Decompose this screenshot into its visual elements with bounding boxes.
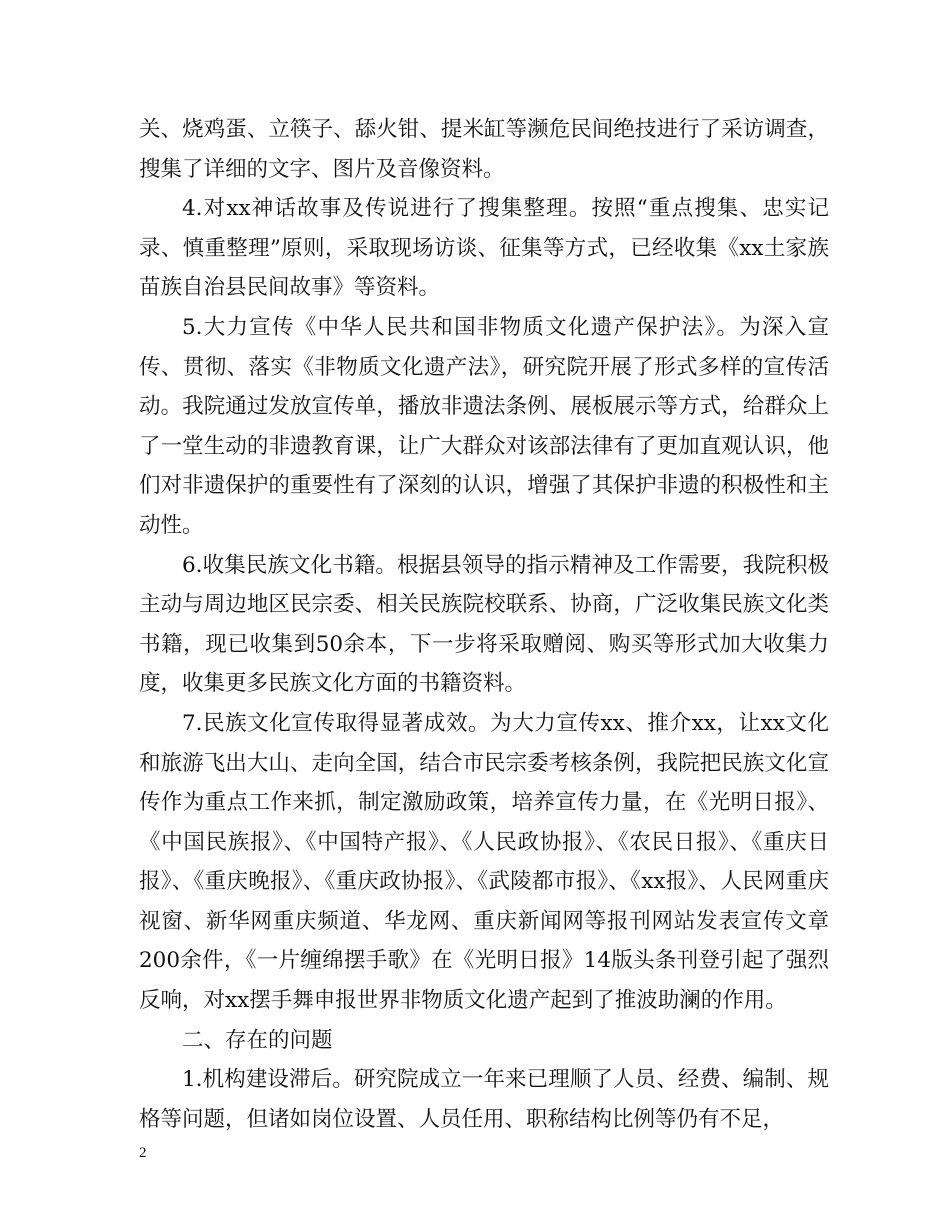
section-heading-problems: 二、存在的问题	[182, 1027, 333, 1053]
paragraph-problem-1: 1.机构建设滞后。研究院成立一年来已理顺了人员、经费、编制、规格等问题，但诸如岗位设置、人员任用、职称结构比例等仍有不足，	[139, 1067, 829, 1132]
body-text	[139, 110, 829, 1139]
paragraph-item-4: 4.对xx神话故事及传说进行了搜集整理。按照“重点搜集、忠实记录、慎重整理”原则，采取现场访谈、征集等方式，已经收集《xx土家族苗族自治县民间故事》等资料。	[139, 196, 829, 301]
paragraph-continued: 关、烧鸡蛋、立筷子、舔火钳、提米缸等濒危民间绝技进行了采访调查，搜集了详细的文字、图片及音像资料。	[139, 117, 829, 182]
paragraph-item-5: 5.大力宣传《中华人民共和国非物质文化遗产保护法》。为深入宣传、贯彻、落实《非物质文化遗产法》，研究院开展了形式多样的宣传活动。我院通过发放宣传单，播放非遗法条例、展板展示等方式，给群众上了一堂生动的非遗教育课，让广大群众对该部法律有了更加直观认识，他们对非遗保护的重要性有了深刻的认识，增强了其保护非遗的积极性和主动性。	[139, 314, 829, 538]
paragraph-item-7: 7.民族文化宣传取得显著成效。为大力宣传xx、推介xx，让xx文化和旅游飞出大山、走向全国，结合市民宗委考核条例，我院把民族文化宣传作为重点工作来抓，制定激励政策，培养宣传力量，在《光明日报》、《中国民族报》、《中国特产报》、《人民政协报》、《农民日报》、《重庆日报》、《重庆晚报》、《重庆政协报》、《武陵都市报》、《xx报》、人民网重庆视窗、新华网重庆频道、华龙网、重庆新闻网等报刊网站发表宣传文章200余件，《一片缠绵摆手歌》在《光明日报》14版头条刊登引起了强烈反响，对xx摆手舞申报世界非物质文化遗产起到了推波助澜的作用。	[139, 710, 829, 1014]
page-number: 2	[139, 1145, 147, 1161]
paragraph-item-6: 6.收集民族文化书籍。根据县领导的指示精神及工作需要，我院积极主动与周边地区民宗委、相关民族院校联系、协商，广泛收集民族文化类书籍，现已收集到50余本，下一步将采取赠阅、购买等形式加大收集力度，收集更多民族文化方面的书籍资料。	[139, 552, 829, 697]
